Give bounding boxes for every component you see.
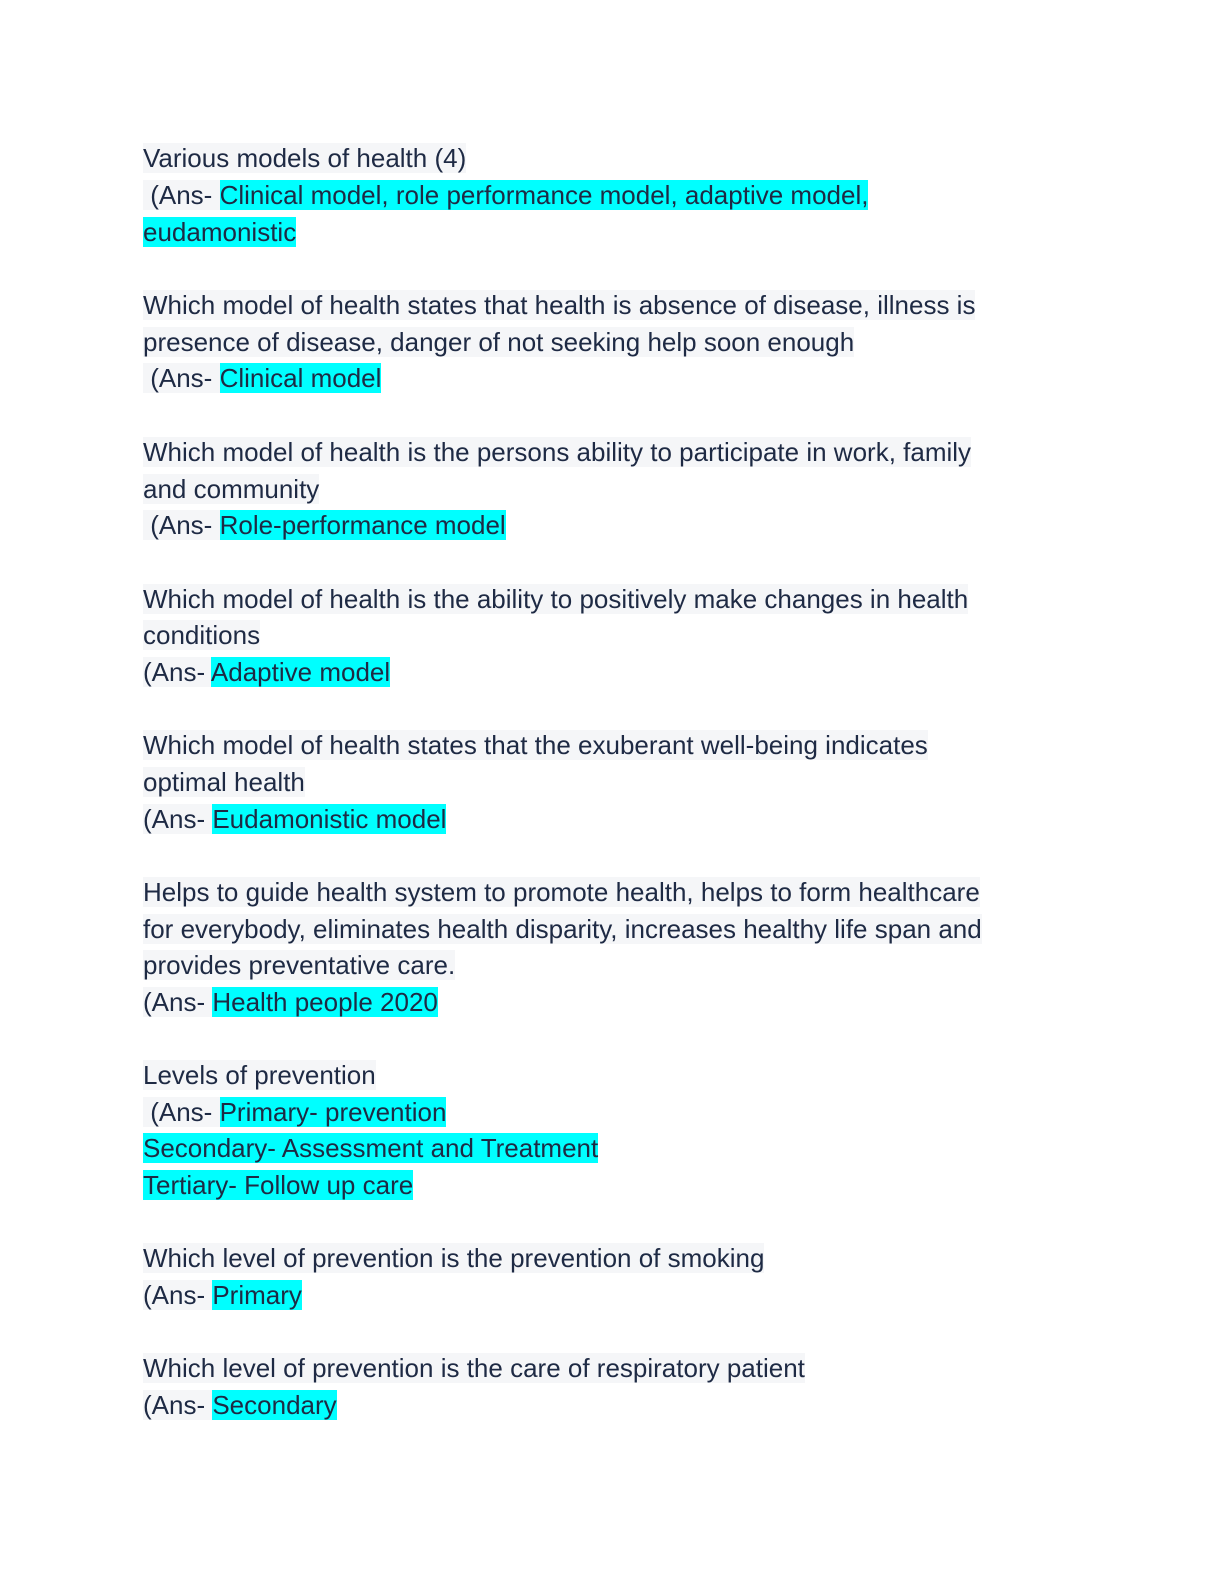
answer-prefix: (Ans- <box>143 1280 213 1310</box>
answer-line <box>143 656 390 689</box>
answer-prefix: (Ans- <box>143 180 220 210</box>
answer-highlight: Adaptive model <box>210 657 391 687</box>
answer-prefix: (Ans- <box>143 804 213 834</box>
question-line: and community <box>143 474 320 504</box>
question-line: provides preventative care. <box>143 950 456 980</box>
question-line: optimal health <box>143 767 305 797</box>
answer-highlight: Eudamonistic model <box>212 804 447 834</box>
question-line: Which model of health is the persons ability to participate in work, family <box>143 437 972 467</box>
question-line: presence of disease, danger of not seeking help soon enough <box>143 327 855 357</box>
answer-prefix: (Ans- <box>143 363 220 393</box>
question-line: for everybody, eliminates health disparity, increases healthy life span and <box>143 914 982 944</box>
answer-line <box>143 1279 302 1312</box>
question-line: Helps to guide health system to promote health, helps to form healthcare <box>143 877 980 907</box>
question-line: Levels of prevention <box>143 1060 376 1090</box>
answer-line <box>143 803 446 836</box>
question-line: Which level of prevention is the care of respiratory patient <box>143 1353 805 1383</box>
answer-line <box>143 509 506 542</box>
answer-prefix: (Ans- <box>143 510 220 540</box>
answer-highlight: Tertiary- Follow up care <box>143 1170 414 1200</box>
answer-highlight: Clinical model, role performance model, adaptive model, <box>219 180 869 210</box>
answer-highlight: Primary- prevention <box>219 1097 447 1127</box>
answer-prefix: (Ans- <box>143 1097 220 1127</box>
answer-line <box>143 1132 598 1165</box>
answer-highlight: Secondary- Assessment and Treatment <box>143 1133 599 1163</box>
question-line: Which level of prevention is the prevention of smoking <box>143 1243 765 1273</box>
answer-highlight: Secondary <box>212 1390 337 1420</box>
answer-prefix: (Ans- <box>143 657 211 687</box>
answer-highlight: Role-performance model <box>219 510 506 540</box>
answer-line <box>143 1389 337 1422</box>
question-line: Which model of health states that the exuberant well-being indicates <box>143 730 928 760</box>
answer-highlight: Health people 2020 <box>212 987 438 1017</box>
answer-line <box>143 1096 446 1129</box>
answer-highlight: Clinical model <box>219 363 382 393</box>
answer-highlight: Primary <box>212 1280 302 1310</box>
question-line: conditions <box>143 620 261 650</box>
question-line: Which model of health is the ability to positively make changes in health <box>143 584 969 614</box>
question-line: Which model of health states that health is absence of disease, illness is <box>143 290 976 320</box>
answer-prefix: (Ans- <box>143 1390 213 1420</box>
answer-line <box>143 179 868 212</box>
answer-line <box>143 986 438 1019</box>
answer-prefix: (Ans- <box>143 987 213 1017</box>
answer-line <box>143 362 381 395</box>
question-line: Various models of health (4) <box>143 143 467 173</box>
answer-line <box>143 216 296 249</box>
answer-highlight: eudamonistic <box>143 217 297 247</box>
answer-line <box>143 1169 413 1202</box>
